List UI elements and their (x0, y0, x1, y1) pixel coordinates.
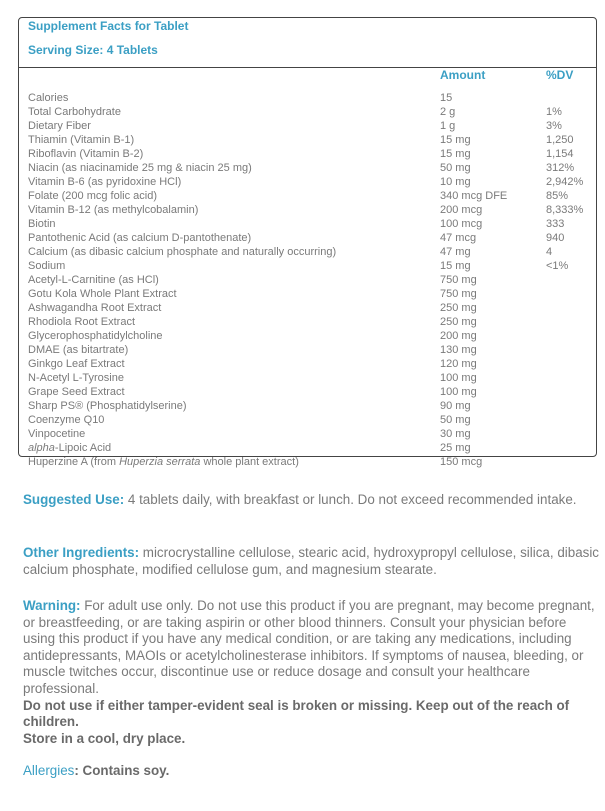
nutrient-name-text: Niacin (as niacinamide 25 mg & niacin 25 mg) (28, 162, 252, 174)
nutrient-dv: 85% (546, 190, 569, 202)
nutrient-name-text: Dietary Fiber (28, 120, 91, 132)
suggested-use (23, 492, 601, 509)
nutrient-row (28, 287, 596, 301)
allergies (23, 763, 601, 780)
nutrient-name (28, 203, 198, 217)
nutrient-row (28, 273, 596, 287)
nutrient-amount: 100 mcg (440, 218, 483, 230)
nutrient-name-text: Calories (28, 92, 69, 104)
other-ingredients-text: microcrystalline cellulose, stearic acid, hydroxypropyl cellulose, silica, dibasic calcium phosphate, modified cellulose gum, and magnesium stearate. (23, 545, 600, 577)
nutrient-dv: <1% (546, 260, 569, 272)
nutrient-name-text: Gotu Kola Whole Plant Extract (28, 288, 177, 300)
amount-column-header: Amount (440, 68, 486, 82)
nutrient-amount: 200 mg (440, 330, 477, 342)
nutrient-name (28, 427, 85, 441)
nutrient-name-text: Vitamin B-6 (as pyridoxine HCl) (28, 176, 182, 188)
nutrient-name-text: Coenzyme Q10 (28, 414, 105, 426)
nutrient-dv: 2,942% (546, 176, 584, 188)
nutrient-amount: 47 mg (440, 246, 471, 258)
nutrient-amount: 50 mg (440, 162, 471, 174)
nutrient-name-text: Glycerophosphatidylcholine (28, 330, 163, 342)
nutrient-name (28, 147, 143, 161)
warning-label: Warning: (23, 598, 81, 613)
nutrient-amount: 50 mg (440, 414, 471, 426)
nutrient-name (28, 357, 125, 371)
nutrient-name (28, 287, 177, 301)
header-divider (19, 67, 596, 68)
nutrient-amount: 100 mg (440, 372, 477, 384)
other-ingredients-label: Other Ingredients: (23, 545, 140, 560)
nutrient-dv: 1,250 (546, 134, 574, 146)
suggested-use-text: 4 tablets daily, with breakfast or lunch. Do not exceed recommended intake. (124, 492, 577, 507)
nutrient-row (28, 147, 596, 161)
nutrient-name-text: DMAE (as bitartrate) (28, 344, 129, 356)
nutrient-row (28, 315, 596, 329)
nutrient-name (28, 119, 91, 133)
nutrient-name-italic: alpha (28, 442, 55, 454)
nutrient-row (28, 133, 596, 147)
dv-column-header: %DV (546, 68, 574, 82)
nutrient-dv: 333 (546, 218, 565, 230)
nutrient-name (28, 161, 252, 175)
nutrient-row (28, 413, 596, 427)
nutrient-row (28, 399, 596, 413)
nutrient-name (28, 231, 251, 245)
nutrient-row (28, 217, 596, 231)
nutrient-name-text: Biotin (28, 218, 56, 230)
nutrient-name-text: Sharp PS® (Phosphatidylserine) (28, 400, 187, 412)
nutrient-row (28, 371, 596, 385)
nutrient-name (28, 371, 124, 385)
nutrient-name (28, 189, 157, 203)
nutrient-row (28, 189, 596, 203)
nutrient-name (28, 217, 56, 231)
nutrient-amount: 130 mg (440, 344, 477, 356)
serving-size: Serving Size: 4 Tablets (28, 43, 158, 57)
nutrient-name (28, 455, 299, 469)
nutrient-name-text: -Lipoic Acid (54, 442, 112, 454)
nutrient-name-text: Acetyl-L-Carnitine (as HCl) (28, 274, 159, 286)
facts-title: Supplement Facts for Tablet (28, 19, 189, 33)
nutrient-name (28, 343, 128, 357)
nutrient-row (28, 231, 596, 245)
nutrient-row (28, 175, 596, 189)
warning (23, 598, 601, 747)
nutrient-amount: 15 (440, 92, 453, 104)
tamper-warning: Do not use if either tamper-evident seal is broken or missing. Keep out of the reach of children. (23, 697, 570, 730)
nutrient-name-text: Pantothenic Acid (as calcium D-pantothenate) (28, 232, 252, 244)
nutrient-name-text: Folate (200 mcg folic acid) (28, 190, 157, 202)
nutrient-amount: 750 mg (440, 288, 477, 300)
nutrient-row (28, 455, 596, 469)
nutrient-amount: 25 mg (440, 442, 471, 454)
nutrient-dv: 1,154 (546, 148, 574, 160)
nutrient-amount: 15 mg (440, 148, 471, 160)
nutrient-name-text: Total Carbohydrate (28, 106, 121, 118)
nutrient-name (28, 273, 159, 287)
nutrient-amount: 30 mg (440, 428, 471, 440)
nutrient-name-text: Riboflavin (Vitamin B-2) (28, 148, 144, 160)
nutrient-name-text: N-Acetyl L-Tyrosine (28, 372, 124, 384)
nutrient-row (28, 105, 596, 119)
suggested-use-label: Suggested Use: (23, 492, 125, 507)
nutrient-name (28, 399, 187, 413)
nutrient-row (28, 343, 596, 357)
nutrient-amount: 10 mg (440, 176, 471, 188)
storage-instructions: Store in a cool, dry place. (23, 730, 186, 746)
other-ingredients (23, 545, 601, 578)
nutrient-dv: 1% (546, 106, 562, 118)
nutrient-row (28, 161, 596, 175)
supplement-facts-panel (18, 17, 597, 468)
nutrient-row (28, 119, 596, 133)
nutrient-name (28, 259, 65, 273)
warning-text: For adult use only. Do not use this product if you are pregnant, may become pregnant, or breastfeeding, or are taking aspirin or other blood thinners. Consult your physician before using this product if you have any medical condition, or are taking any medications, including antidepressants, MAOIs or acetylcholinesterase inhibitors. If symptoms of nausea, bleeding, or muscle twitches occur, discontinue use or reduce dosage and consult your healthcare professional. (23, 598, 595, 696)
nutrient-name-text: Vinpocetine (28, 428, 86, 440)
nutrient-amount: 1 g (440, 120, 456, 132)
nutrient-dv: 8,333% (546, 204, 584, 216)
nutrient-dv: 940 (546, 232, 565, 244)
nutrient-amount: 200 mcg (440, 204, 483, 216)
nutrient-row (28, 329, 596, 343)
nutrient-name (28, 315, 135, 329)
nutrient-name-text: Ashwagandha Root Extract (28, 302, 162, 314)
nutrient-amount: 90 mg (440, 400, 471, 412)
nutrient-name (28, 301, 161, 315)
nutrient-row (28, 301, 596, 315)
nutrient-name (28, 175, 181, 189)
nutrient-row (28, 245, 596, 259)
nutrient-amount: 150 mcg (440, 456, 483, 468)
nutrient-row (28, 91, 596, 105)
nutrient-amount: 250 mg (440, 316, 477, 328)
nutrient-row (28, 203, 596, 217)
nutrient-name (28, 385, 125, 399)
nutrient-amount: 100 mg (440, 386, 477, 398)
nutrient-rows (28, 91, 596, 469)
nutrient-amount: 15 mg (440, 134, 471, 146)
nutrient-amount: 15 mg (440, 260, 471, 272)
nutrient-name-text: Ginkgo Leaf Extract (28, 358, 125, 370)
nutrient-name-text: Rhodiola Root Extract (28, 316, 135, 328)
nutrient-name (28, 329, 163, 343)
nutrient-amount: 47 mcg (440, 232, 477, 244)
nutrient-name-text: Vitamin B-12 (as methylcobalamin) (28, 204, 199, 216)
allergies-text: : Contains soy. (74, 763, 170, 778)
nutrient-name-text: Grape Seed Extract (28, 386, 125, 398)
nutrient-name-text: Sodium (28, 260, 66, 272)
nutrient-name-italic: Huperzia serrata (119, 456, 201, 468)
nutrient-name (28, 245, 336, 259)
nutrient-amount: 750 mg (440, 274, 477, 286)
nutrient-name-text: Thiamin (Vitamin B-1) (28, 134, 135, 146)
nutrient-row (28, 385, 596, 399)
nutrient-name (28, 105, 121, 119)
nutrient-name-text: Calcium (as dibasic calcium phosphate and naturally occurring) (28, 246, 337, 258)
nutrient-row (28, 427, 596, 441)
nutrient-amount: 340 mcg DFE (440, 190, 508, 202)
nutrient-dv: 3% (546, 120, 562, 132)
nutrient-name (28, 91, 68, 105)
nutrient-row (28, 357, 596, 371)
nutrient-dv: 312% (546, 162, 575, 174)
nutrient-dv: 4 (546, 246, 553, 258)
nutrient-amount: 2 g (440, 106, 456, 118)
nutrient-amount: 250 mg (440, 302, 477, 314)
nutrient-amount: 120 mg (440, 358, 477, 370)
nutrient-row (28, 441, 596, 455)
nutrient-name (28, 133, 134, 147)
allergies-label: Allergies (23, 763, 75, 778)
nutrient-name (28, 441, 111, 455)
nutrient-name-prefix: Huperzine A (from (28, 456, 120, 468)
nutrient-row (28, 259, 596, 273)
nutrient-name-text: whole plant extract) (200, 456, 299, 468)
nutrient-name (28, 413, 104, 427)
